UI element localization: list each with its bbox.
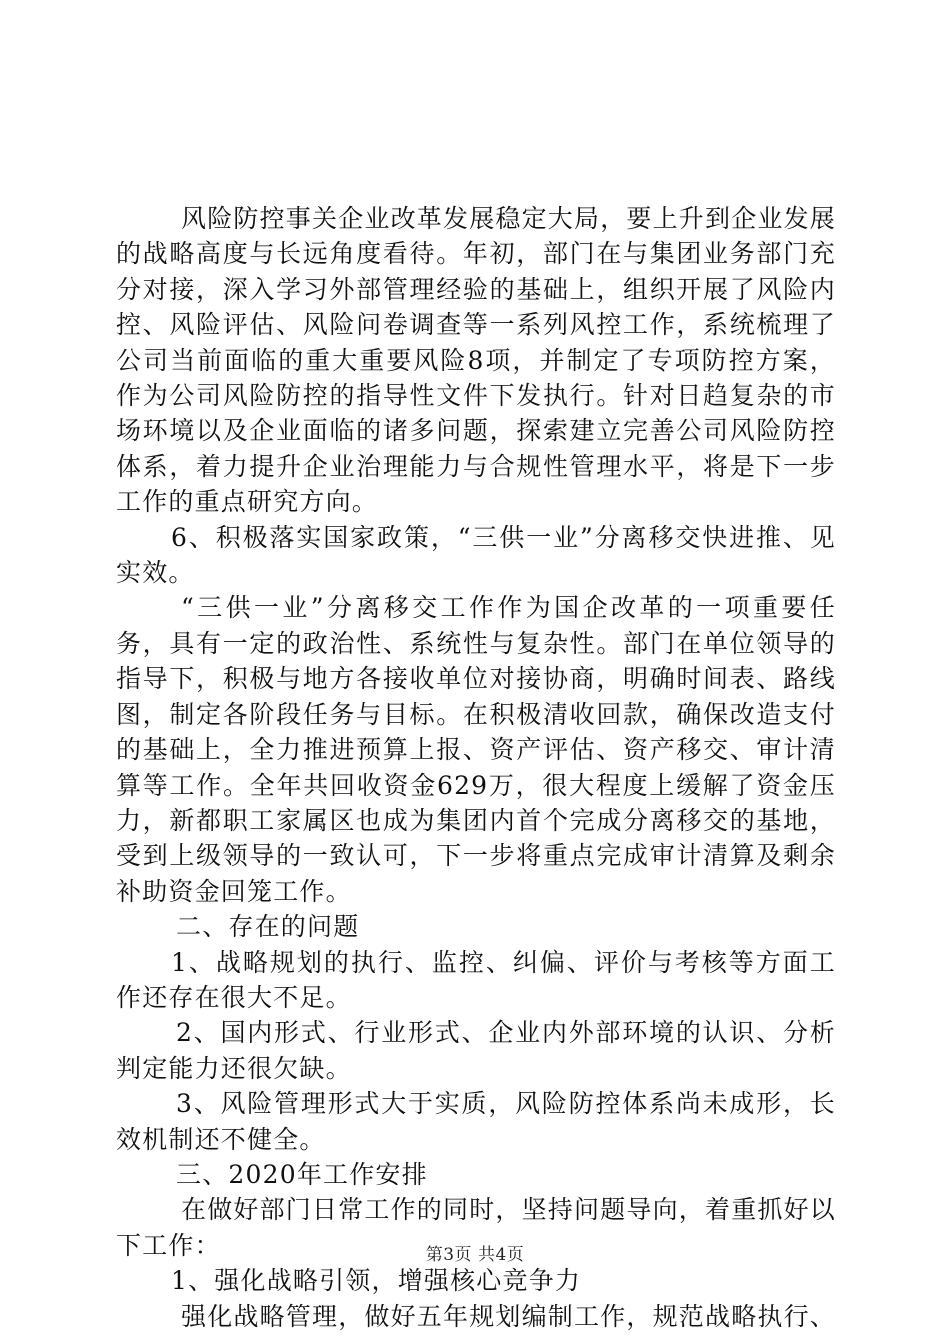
heading-item-6: 6、积极落实国家政策，“三供一业”分离移交快进推、见实效。	[116, 522, 836, 588]
paragraph-separation-transfer: “三供一业”分离移交工作作为国企改革的一项重要任务，具有一定的政治性、系统性与复杂性。部门在单位领导的指导下，积极与地方各接收单位对接协商，明确时间表、路线图，制定各阶段任务与目标。在积极清收回款，确保改造支付的基础上，全力推进预算上报、资产评估、资产移交、审计清算等工作。全年共回收资金629万，很大程度上缓解了资金压力，新都职工家属区也成为集团内首个完成分离移交的基地，受到上级领导的一致认可，下一步将重点完成审计清算及剩余补助资金回笼工作。	[116, 593, 836, 906]
section-heading-problems: 二、存在的问题	[176, 912, 360, 942]
page-footer: 第3页 共4页	[425, 1245, 525, 1265]
problem-item-2: 2、国内形式、行业形式、企业内外部环境的认识、分析判定能力还很欠缺。	[116, 1018, 836, 1083]
paragraph-plan-intro: 在做好部门日常工作的同时，坚持问题导向，着重抓好以下工作：	[116, 1195, 837, 1260]
problem-item-1: 1、战略规划的执行、监控、纠偏、评价与考核等方面工作还存在很大不足。	[116, 947, 836, 1012]
paragraph-risk-control: 风险防控事关企业改革发展稳定大局，要上升到企业发展的战略高度与长远角度看待。年初，部门在与集团业务部门充分对接，深入学习外部管理经验的基础上，组织开展了风险内控、风险评估、风险问卷调查等一系列风控工作，系统梳理了公司当前面临的重大重要风险8项，并制定了专项防控方案，作为公司风险防控的指导性文件下发执行。针对日趋复杂的市场环境以及企业面临的诸多问题，探索建立完善公司风险防控体系，着力提升企业治理能力与合规性管理水平，将是下一步工作的重点研究方向。	[116, 204, 837, 517]
paragraph-strategy-management: 强化战略管理，做好五年规划编制工作，规范战略执行、	[181, 1301, 837, 1331]
section-heading-2020-plan: 三、2020年工作安排	[176, 1159, 428, 1189]
body-text	[116, 201, 836, 1334]
problem-item-3: 3、风险管理形式大于实质，风险防控体系尚未成形，长效机制还不健全。	[116, 1089, 836, 1154]
plan-item-1: 1、强化战略引领，增强核心竞争力	[171, 1266, 582, 1296]
